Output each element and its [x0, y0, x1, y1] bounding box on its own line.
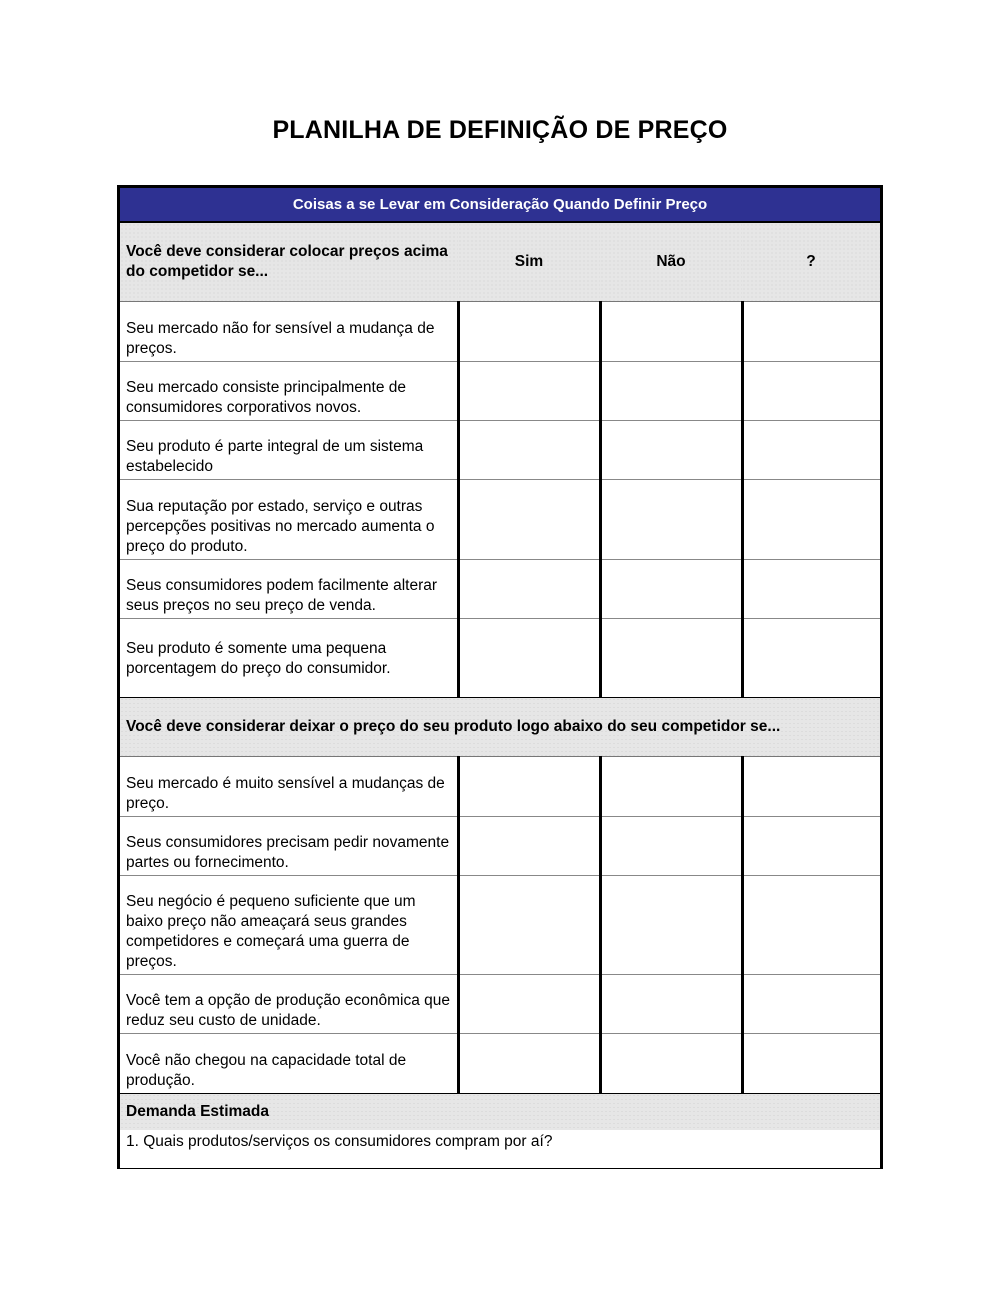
answer-cell-unsure[interactable]: [742, 479, 880, 559]
answer-cell-unsure[interactable]: [742, 756, 880, 816]
question-row: [120, 1033, 880, 1093]
question-text: Seu mercado não for sensível a mudança de preços.: [120, 301, 458, 361]
answer-cell-nao[interactable]: [600, 559, 742, 618]
question-row: [120, 756, 880, 816]
question-row: [120, 559, 880, 618]
answer-cell-sim[interactable]: [458, 875, 600, 974]
section-header-above-competitor: [120, 222, 880, 301]
answer-cell-nao[interactable]: [600, 420, 742, 479]
answer-cell-unsure[interactable]: [742, 875, 880, 974]
question-row: [120, 618, 880, 697]
answer-cell-sim[interactable]: [458, 618, 600, 697]
answer-cell-sim[interactable]: [458, 361, 600, 420]
section-heading: Você deve considerar colocar preços acima do competidor se...: [120, 222, 458, 301]
question-text: Seu produto é parte integral de um sistema estabelecido: [120, 420, 458, 479]
answer-cell-sim[interactable]: [458, 816, 600, 875]
table-header-row: [120, 188, 880, 222]
question-text: Seus consumidores precisam pedir novamente partes ou fornecimento.: [120, 816, 458, 875]
answer-cell-sim[interactable]: [458, 974, 600, 1033]
column-header-nao: Não: [600, 222, 742, 301]
answer-cell-unsure[interactable]: [742, 301, 880, 361]
question-row: [120, 974, 880, 1033]
question-text: Você tem a opção de produção econômica que reduz seu custo de unidade.: [120, 974, 458, 1033]
question-text: Você não chegou na capacidade total de produção.: [120, 1033, 458, 1093]
question-text: Seu negócio é pequeno suficiente que um baixo preço não ameaçará seus grandes competidores e começará uma guerra de preços.: [120, 875, 458, 974]
answer-cell-sim[interactable]: [458, 420, 600, 479]
question-text: Seus consumidores podem facilmente alterar seus preços no seu preço de venda.: [120, 559, 458, 618]
answer-cell-unsure[interactable]: [742, 559, 880, 618]
question-text: Seu mercado consiste principalmente de consumidores corporativos novos.: [120, 361, 458, 420]
answer-cell-nao[interactable]: [600, 875, 742, 974]
question-row: [120, 420, 880, 479]
answer-cell-sim[interactable]: [458, 559, 600, 618]
pricing-worksheet: [117, 185, 883, 1169]
answer-cell-unsure[interactable]: [742, 974, 880, 1033]
page-title: PLANILHA DE DEFINIÇÃO DE PREÇO: [272, 116, 728, 144]
column-header-sim: Sim: [458, 222, 600, 301]
answer-cell-sim[interactable]: [458, 756, 600, 816]
answer-cell-nao[interactable]: [600, 361, 742, 420]
answer-cell-sim[interactable]: [458, 479, 600, 559]
open-question-text: 1. Quais produtos/serviços os consumidores compram por aí?: [126, 1133, 553, 1150]
open-question-row[interactable]: [120, 1130, 880, 1170]
answer-cell-unsure[interactable]: [742, 1033, 880, 1093]
table-header: Coisas a se Levar em Consideração Quando Definir Preço: [120, 188, 880, 222]
answer-cell-nao[interactable]: [600, 618, 742, 697]
question-row: [120, 479, 880, 559]
question-row: [120, 361, 880, 420]
answer-cell-nao[interactable]: [600, 816, 742, 875]
answer-cell-unsure[interactable]: [742, 816, 880, 875]
question-row: [120, 301, 880, 361]
answer-cell-unsure[interactable]: [742, 420, 880, 479]
column-header-unsure: ?: [742, 222, 880, 301]
answer-cell-unsure[interactable]: [742, 361, 880, 420]
answer-cell-unsure[interactable]: [742, 618, 880, 697]
answer-cell-sim[interactable]: [458, 1033, 600, 1093]
answer-cell-nao[interactable]: [600, 479, 742, 559]
question-row: [120, 816, 880, 875]
answer-cell-nao[interactable]: [600, 1033, 742, 1093]
worksheet-table: [120, 188, 880, 1170]
section-header-below-competitor: [120, 697, 880, 756]
question-text: Seu produto é somente uma pequena porcentagem do preço do consumidor.: [120, 618, 458, 697]
section-header-demand: [120, 1093, 880, 1130]
section-heading: Demanda Estimada: [120, 1093, 880, 1130]
answer-cell-sim[interactable]: [458, 301, 600, 361]
section-heading: Você deve considerar deixar o preço do seu produto logo abaixo do seu competidor se...: [120, 697, 880, 756]
question-text: Seu mercado é muito sensível a mudanças de preço.: [120, 756, 458, 816]
answer-cell-nao[interactable]: [600, 301, 742, 361]
answer-cell-nao[interactable]: [600, 974, 742, 1033]
answer-cell-nao[interactable]: [600, 756, 742, 816]
question-row: [120, 875, 880, 974]
question-text: Sua reputação por estado, serviço e outras percepções positivas no mercado aumenta o preço do produto.: [120, 479, 458, 559]
